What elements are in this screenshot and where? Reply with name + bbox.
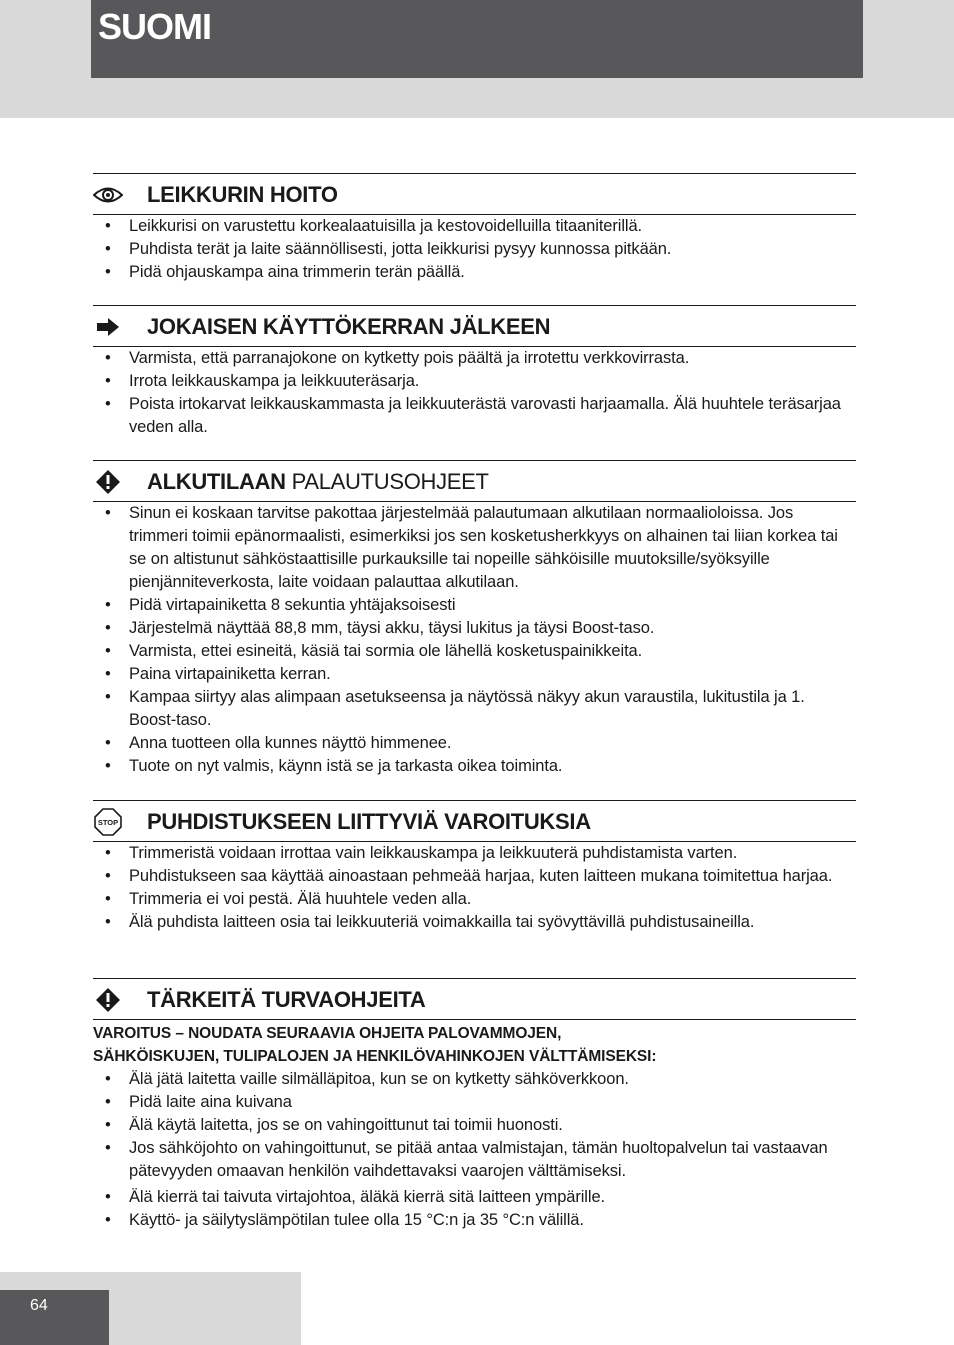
section-heading — [93, 460, 856, 502]
list-item: • Kampaa siirtyy alas alimpaan asetukseensa ja näytössä näkyy akun varaustila, lukitustila ja 1. Boost-taso. — [105, 688, 805, 729]
list-item: • Pidä laite aina kuivana — [105, 1093, 292, 1111]
arrow-right-icon — [93, 314, 123, 340]
list-item: • Pidä virtapainiketta 8 sekuntia yhtäjaksoisesti — [105, 596, 456, 614]
list-item: • Varmista, ettei esineitä, käsiä tai sormia ole lähellä kosketuspainikkeita. — [105, 642, 643, 660]
list-item: • Trimmeria ei voi pestä. Älä huuhtele veden alla. — [105, 890, 472, 908]
section-title: JOKAISEN KÄYTTÖKERRAN JÄLKEEN — [147, 314, 551, 339]
list-item: • Järjestelmä näyttää 88,8 mm, täysi akku, täysi lukitus ja täysi Boost-taso. — [105, 619, 655, 637]
stop-sign-text: STOP — [97, 818, 119, 827]
stop-sign-icon — [93, 809, 123, 835]
page-number: 64 — [30, 1297, 48, 1314]
list-item: • Jos sähköjohto on vahingoittunut, se pitää antaa valmistajan, tämän huoltopalvelun tai vastaavan pätevyyden omaavan henkilön vaihdettavaksi vaarojen välttämiseksi. — [105, 1139, 828, 1180]
section-alkutilaan-palautusohjeet — [93, 460, 856, 778]
bullet-list — [93, 347, 856, 439]
list-item: • Anna tuotteen olla kunnes näyttö himmenee. — [105, 734, 452, 752]
section-heading — [93, 173, 856, 215]
list-item: • Puhdistukseen saa käyttää ainoastaan pehmeää harjaa, kuten laitteen mukana toimitettua harjaa. — [105, 867, 833, 885]
bullet-list — [93, 1068, 856, 1232]
list-item: • Varmista, että parranajokone on kytketty pois päältä ja irrotettu verkkovirrasta. — [105, 349, 690, 367]
warning-exclamation-icon — [93, 987, 123, 1013]
list-item: • Älä jätä laitetta vaille silmälläpitoa, kun se on kytketty sähköverkkoon. — [105, 1070, 629, 1088]
section-title: ALKUTILAAN PALAUTUSOHJEET — [147, 469, 489, 494]
section-leikkurin-hoito — [93, 173, 856, 284]
section-title: LEIKKURIN HOITO — [147, 182, 338, 207]
list-item: • Tuote on nyt valmis, käynn istä se ja tarkasta oikea toiminta. — [105, 757, 563, 775]
section-puhdistukseen-liittyvia-varoituksia — [93, 800, 856, 934]
section-heading — [93, 305, 856, 347]
list-item: • Irrota leikkauskampa ja leikkuuteräsarja. — [105, 372, 420, 390]
section-heading — [93, 978, 856, 1020]
list-item: • Älä kierrä tai taivuta virtajohtoa, äläkä kierrä sitä laitteen ympärille. — [105, 1188, 606, 1206]
list-item: • Pidä ohjauskampa aina trimmerin terän päällä. — [105, 263, 465, 281]
eye-icon — [93, 182, 123, 208]
page-number-box — [0, 1290, 109, 1345]
list-item: • Käyttö- ja säilytyslämpötilan tulee olla 15 °C:n ja 35 °C:n välillä. — [105, 1211, 584, 1229]
section-heading — [93, 800, 856, 842]
section-tarkeita-turvaohjeita — [93, 978, 856, 1232]
section-title: PUHDISTUKSEEN LIITTYVIÄ VAROITUKSIA — [147, 809, 591, 834]
list-item: • Poista irtokarvat leikkauskammasta ja leikkuuterästä varovasti harjaamalla. Älä huuhtele teräsarjaa veden alla. — [105, 395, 841, 436]
list-item: • Trimmeristä voidaan irrottaa vain leikkauskampa ja leikkuuterä puhdistamista varten. — [105, 844, 738, 862]
bullet-list — [93, 215, 856, 284]
warning-text: VAROITUS – NOUDATA SEURAAVIA OHJEITA PALOVAMMOJEN, SÄHKÖISKUJEN, TULIPALOJEN JA HENKILÖVAHINKOJEN VÄLTTÄMISEKSI: — [93, 1025, 657, 1065]
bullet-list — [93, 502, 856, 778]
list-item: • Leikkurisi on varustettu korkealaatuisilla ja kestovoidelluilla titaaniterillä. — [105, 217, 643, 235]
list-item: • Älä puhdista laitteen osia tai leikkuuteriä voimakkailla tai syövyttävillä puhdistusaineilla. — [105, 913, 755, 931]
section-title: TÄRKEITÄ TURVAOHJEITA — [147, 987, 426, 1012]
list-item: • Sinun ei koskaan tarvitse pakottaa järjestelmää palautumaan alkutilaan normaalioloissa. Jos trimmeri toimii epänormaalisti, esimerkiksi jos sen kosketusherkkyys on alhainen tai liian korkea tai se on altistunut sähköstaattisille purkauksille tai nopeille sähköisille muutoksille/syöksyille pienjänniteverkosta, laite voidaan palauttaa alkutilaan. — [105, 504, 838, 591]
warning-exclamation-icon — [93, 469, 123, 495]
list-item: • Älä käytä laitetta, jos se on vahingoittunut tai toimii huonosti. — [105, 1116, 563, 1134]
language-tab — [91, 0, 863, 78]
bullet-list — [93, 842, 856, 934]
section-jokaisen-kayttokerran-jalkeen — [93, 305, 856, 439]
language-title: SUOMI — [98, 6, 212, 47]
list-item: • Paina virtapainiketta kerran. — [105, 665, 331, 683]
list-item: • Puhdista terät ja laite säännöllisesti, jotta leikkurisi pysyy kunnossa pitkään. — [105, 240, 672, 258]
